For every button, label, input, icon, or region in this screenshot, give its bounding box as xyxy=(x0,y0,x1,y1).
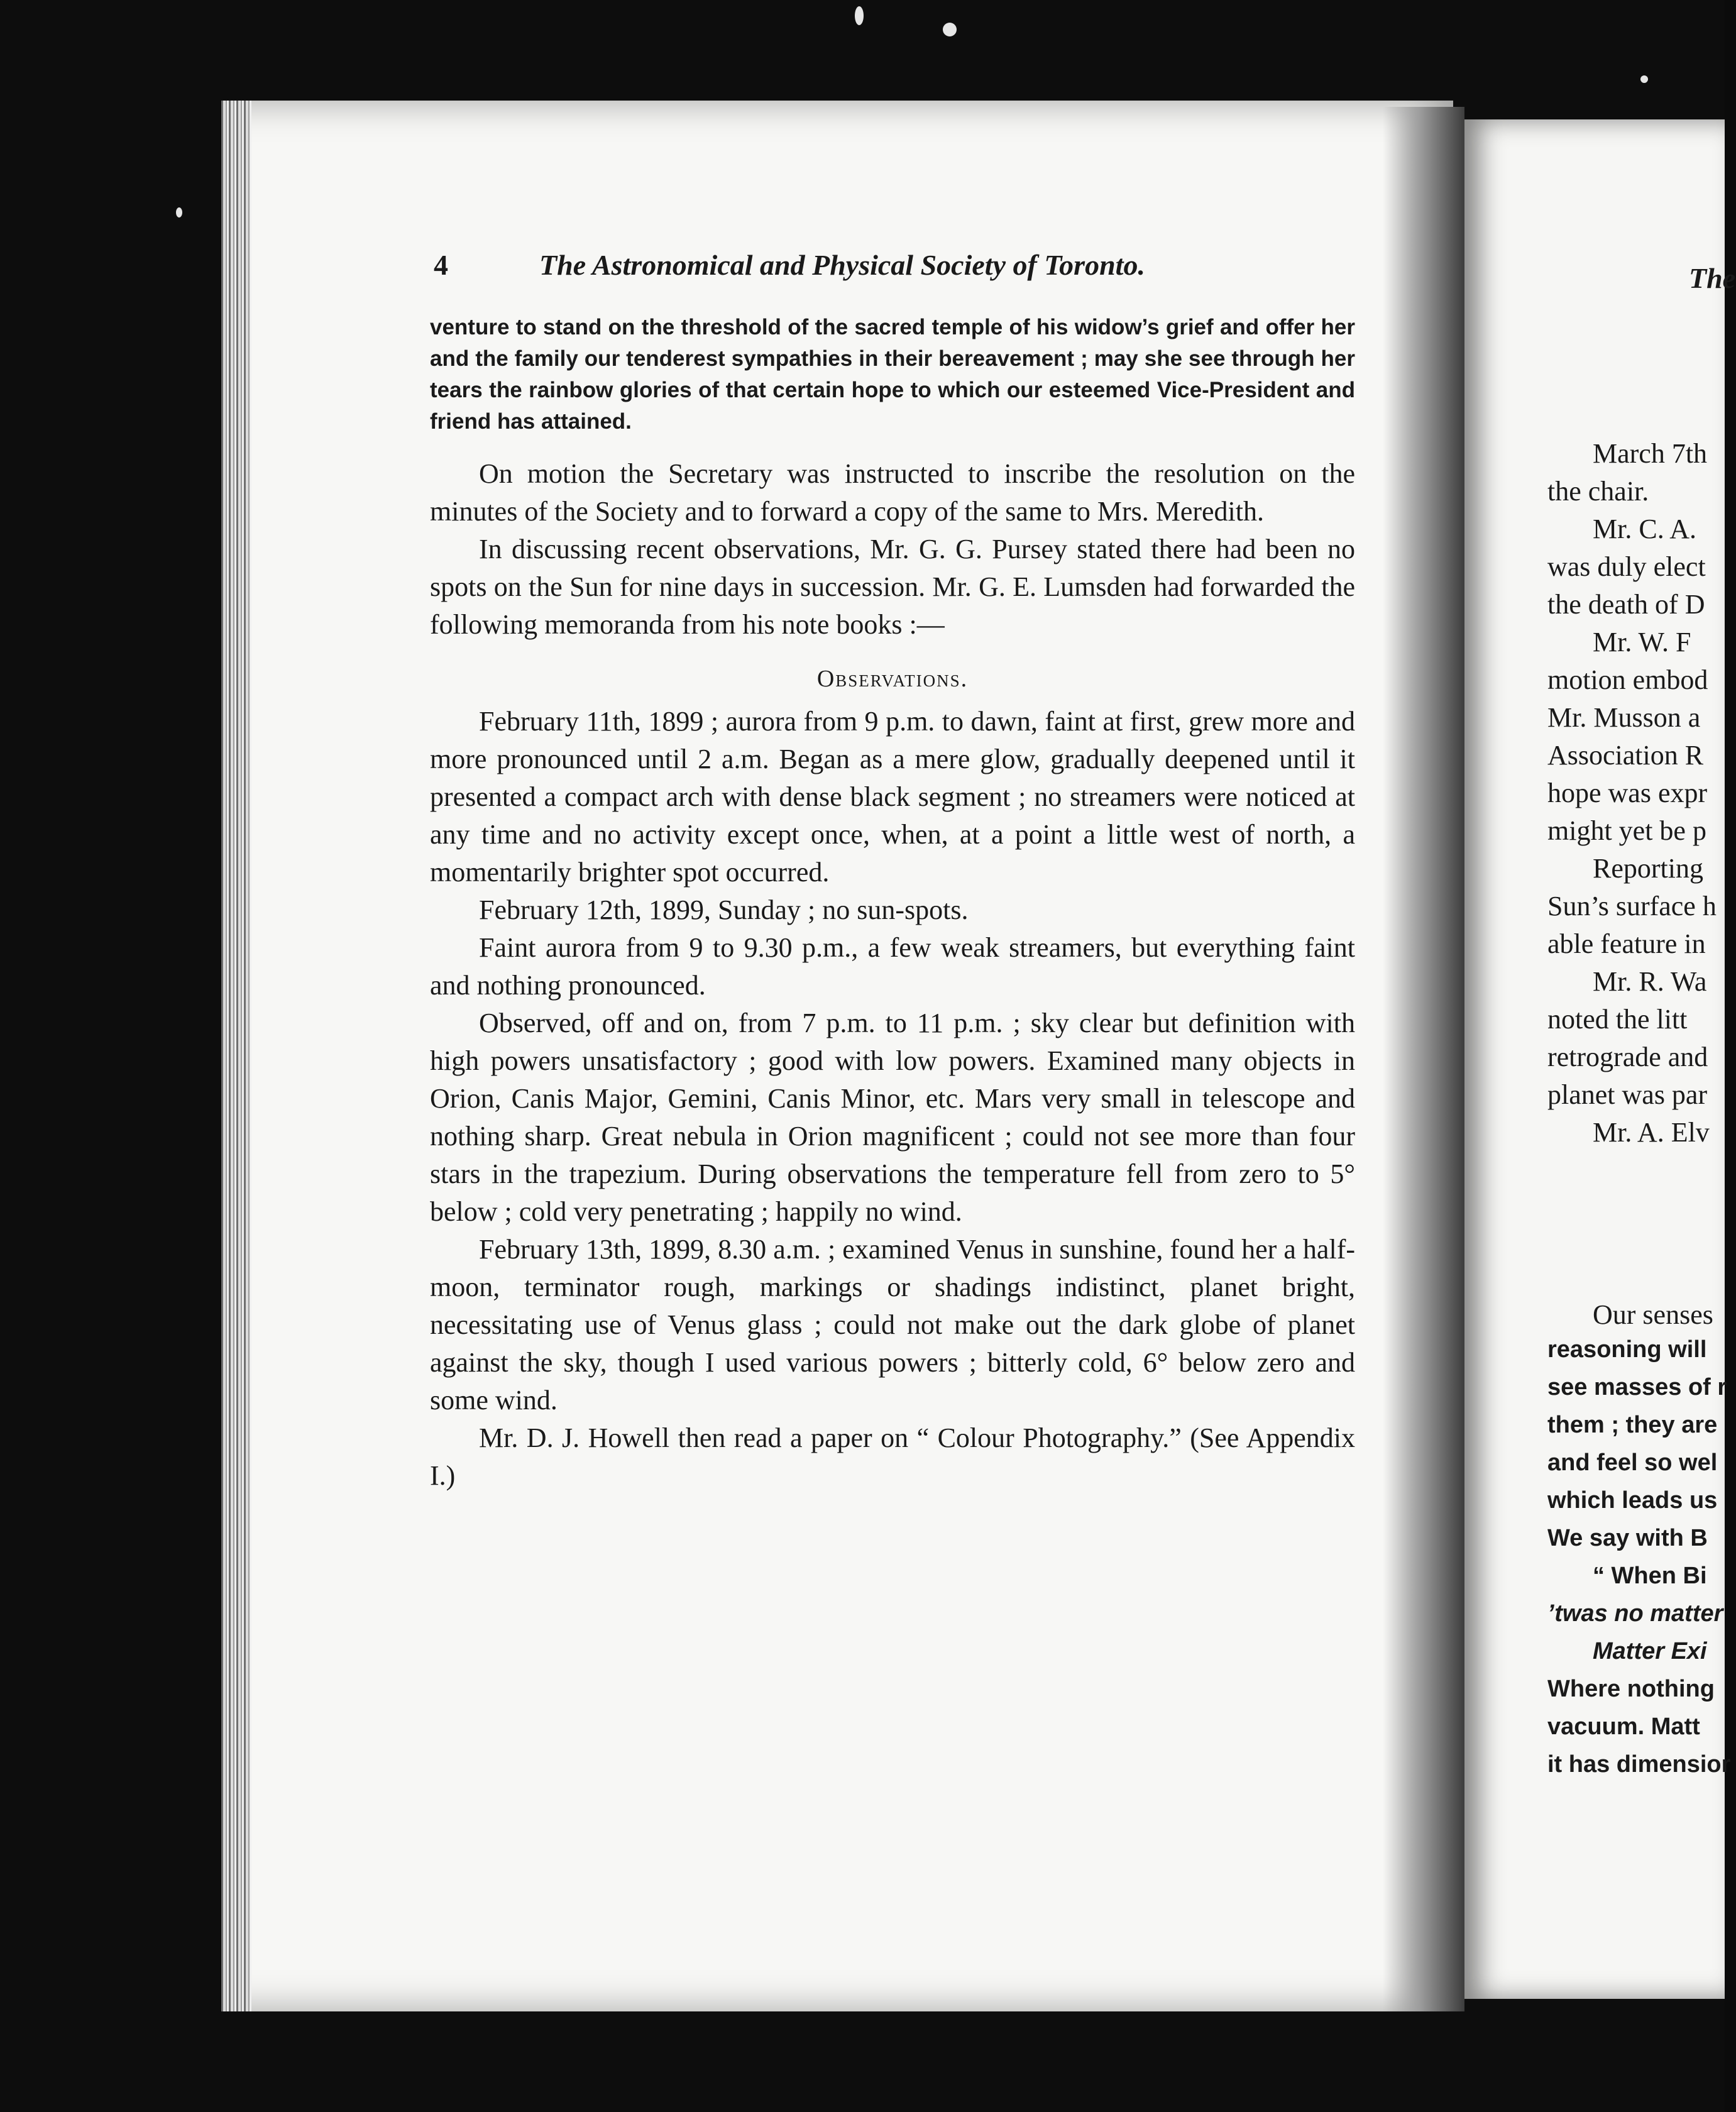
right-line: planet was par xyxy=(1547,1079,1708,1110)
right-line: see masses of r xyxy=(1547,1374,1727,1400)
right-line: retrograde and xyxy=(1547,1042,1708,1072)
right-line: Association R xyxy=(1547,740,1704,771)
paragraph-motion: On motion the Secretary was instructed to inscribe the resolution on the minutes of the Society and to forward a copy of the same to Mrs. Meredith. xyxy=(430,458,1355,527)
right-line: the chair. xyxy=(1547,476,1649,507)
running-head: The Astronomical and Physical Society of Toronto. xyxy=(539,249,1145,281)
right-running-head: The xyxy=(1689,262,1736,294)
book-gutter xyxy=(1383,107,1464,2011)
right-line: Matter Exi xyxy=(1593,1638,1707,1664)
dust-speck xyxy=(943,23,957,36)
minutes-body xyxy=(430,455,1355,1495)
right-line: able feature in xyxy=(1547,928,1706,959)
page-edges xyxy=(221,101,251,2011)
right-line: Mr. A. Elv xyxy=(1593,1117,1710,1148)
paragraph-discussion: In discussing recent observations, Mr. G. G. Pursey stated there had been no spots on the Sun for nine days in succession. Mr. G. E. Lumsden had forwarded the following memoranda from his note books :— xyxy=(430,534,1355,640)
right-line: was duly elect xyxy=(1547,551,1706,582)
right-line: hope was expr xyxy=(1547,778,1708,808)
observation-paragraph: February 12th, 1899, Sunday ; no sun-spots. xyxy=(479,894,969,925)
right-line: Reporting xyxy=(1593,853,1703,884)
right-line: Sun’s surface h xyxy=(1547,891,1717,921)
dust-speck xyxy=(855,6,864,25)
observation-paragraph: February 13th, 1899, 8.30 a.m. ; examined Venus in sunshine, found her a half-moon, terminator rough, markings or shadings indistinct, planet bright, necessitating use of Venus glass ; could not make out the dark globe of planet against the sky, though I used various powers ; bitterly cold, 6° below zero and some wind. xyxy=(430,1234,1355,1416)
observation-paragraph: Faint aurora from 9 to 9.30 p.m., a few weak streamers, but everything faint and nothing pronounced. xyxy=(430,932,1355,1001)
right-line: the death of D xyxy=(1547,589,1705,620)
right-line: Mr. W. F xyxy=(1593,627,1691,657)
right-line: Our senses xyxy=(1593,1299,1713,1330)
right-line: them ; they are xyxy=(1547,1412,1718,1438)
right-line: Mr. Musson a xyxy=(1547,702,1701,733)
right-line: reasoning will xyxy=(1547,1336,1707,1363)
left-page-text xyxy=(430,312,1355,1495)
right-line: ’twas no matter xyxy=(1547,1600,1723,1627)
right-page-text xyxy=(1547,0,1736,2112)
resolution-block xyxy=(430,312,1355,437)
right-line: Mr. R. Wa xyxy=(1593,966,1707,997)
page-number: 4 xyxy=(434,249,448,281)
right-line: vacuum. Matt xyxy=(1547,1713,1700,1740)
right-line: Where nothing xyxy=(1547,1676,1715,1702)
resolution-text: venture to stand on the threshold of the sacred temple of his widow’s grief and offer her and the family our tenderest sympathies in their bereavement ; may she see through her tears the rainbow glories of that certain hope to which our esteemed Vice-President and friend has attained. xyxy=(430,315,1355,434)
right-line: it has dimensior xyxy=(1547,1751,1731,1778)
right-line: March 7th xyxy=(1593,438,1708,469)
spacer xyxy=(430,437,1355,455)
right-line: noted the litt xyxy=(1547,1004,1688,1035)
right-line: might yet be p xyxy=(1547,815,1706,846)
closing-paragraph: Mr. D. J. Howell then read a paper on “ Colour Photography.” (See Appendix I.) xyxy=(430,1422,1355,1491)
observation-paragraph: February 11th, 1899 ; aurora from 9 p.m. to dawn, faint at first, grew more and more pronounced until 2 a.m. Began as a mere glow, gradually deepened until it presented a compact arch with dense black segment ; no streamers were noticed at any time and no activity except once, when, at a point a little west of north, a momentarily brighter spot occurred. xyxy=(430,706,1355,888)
right-line: which leads us xyxy=(1547,1487,1718,1514)
right-line: “ When Bi xyxy=(1593,1563,1707,1589)
dust-speck xyxy=(176,207,182,217)
observation-paragraph: Observed, off and on, from 7 p.m. to 11 p.m. ; sky clear but definition with high powers unsatisfactory ; good with low powers. Examined many objects in Orion, Canis Major, Gemini, Canis Minor, etc. Mars very small in telescope and nothing sharp. Great nebula in Orion magnificent ; could not see more than four stars in the trapezium. During observations the temperature fell from zero to 5° below ; cold very penetrating ; happily no wind. xyxy=(430,1008,1355,1227)
right-line: motion embod xyxy=(1547,664,1708,695)
right-line: Mr. C. A. xyxy=(1593,514,1697,544)
right-line: We say with B xyxy=(1547,1525,1708,1551)
right-line: and feel so wel xyxy=(1547,1449,1718,1476)
section-heading: Observations. xyxy=(816,666,969,692)
